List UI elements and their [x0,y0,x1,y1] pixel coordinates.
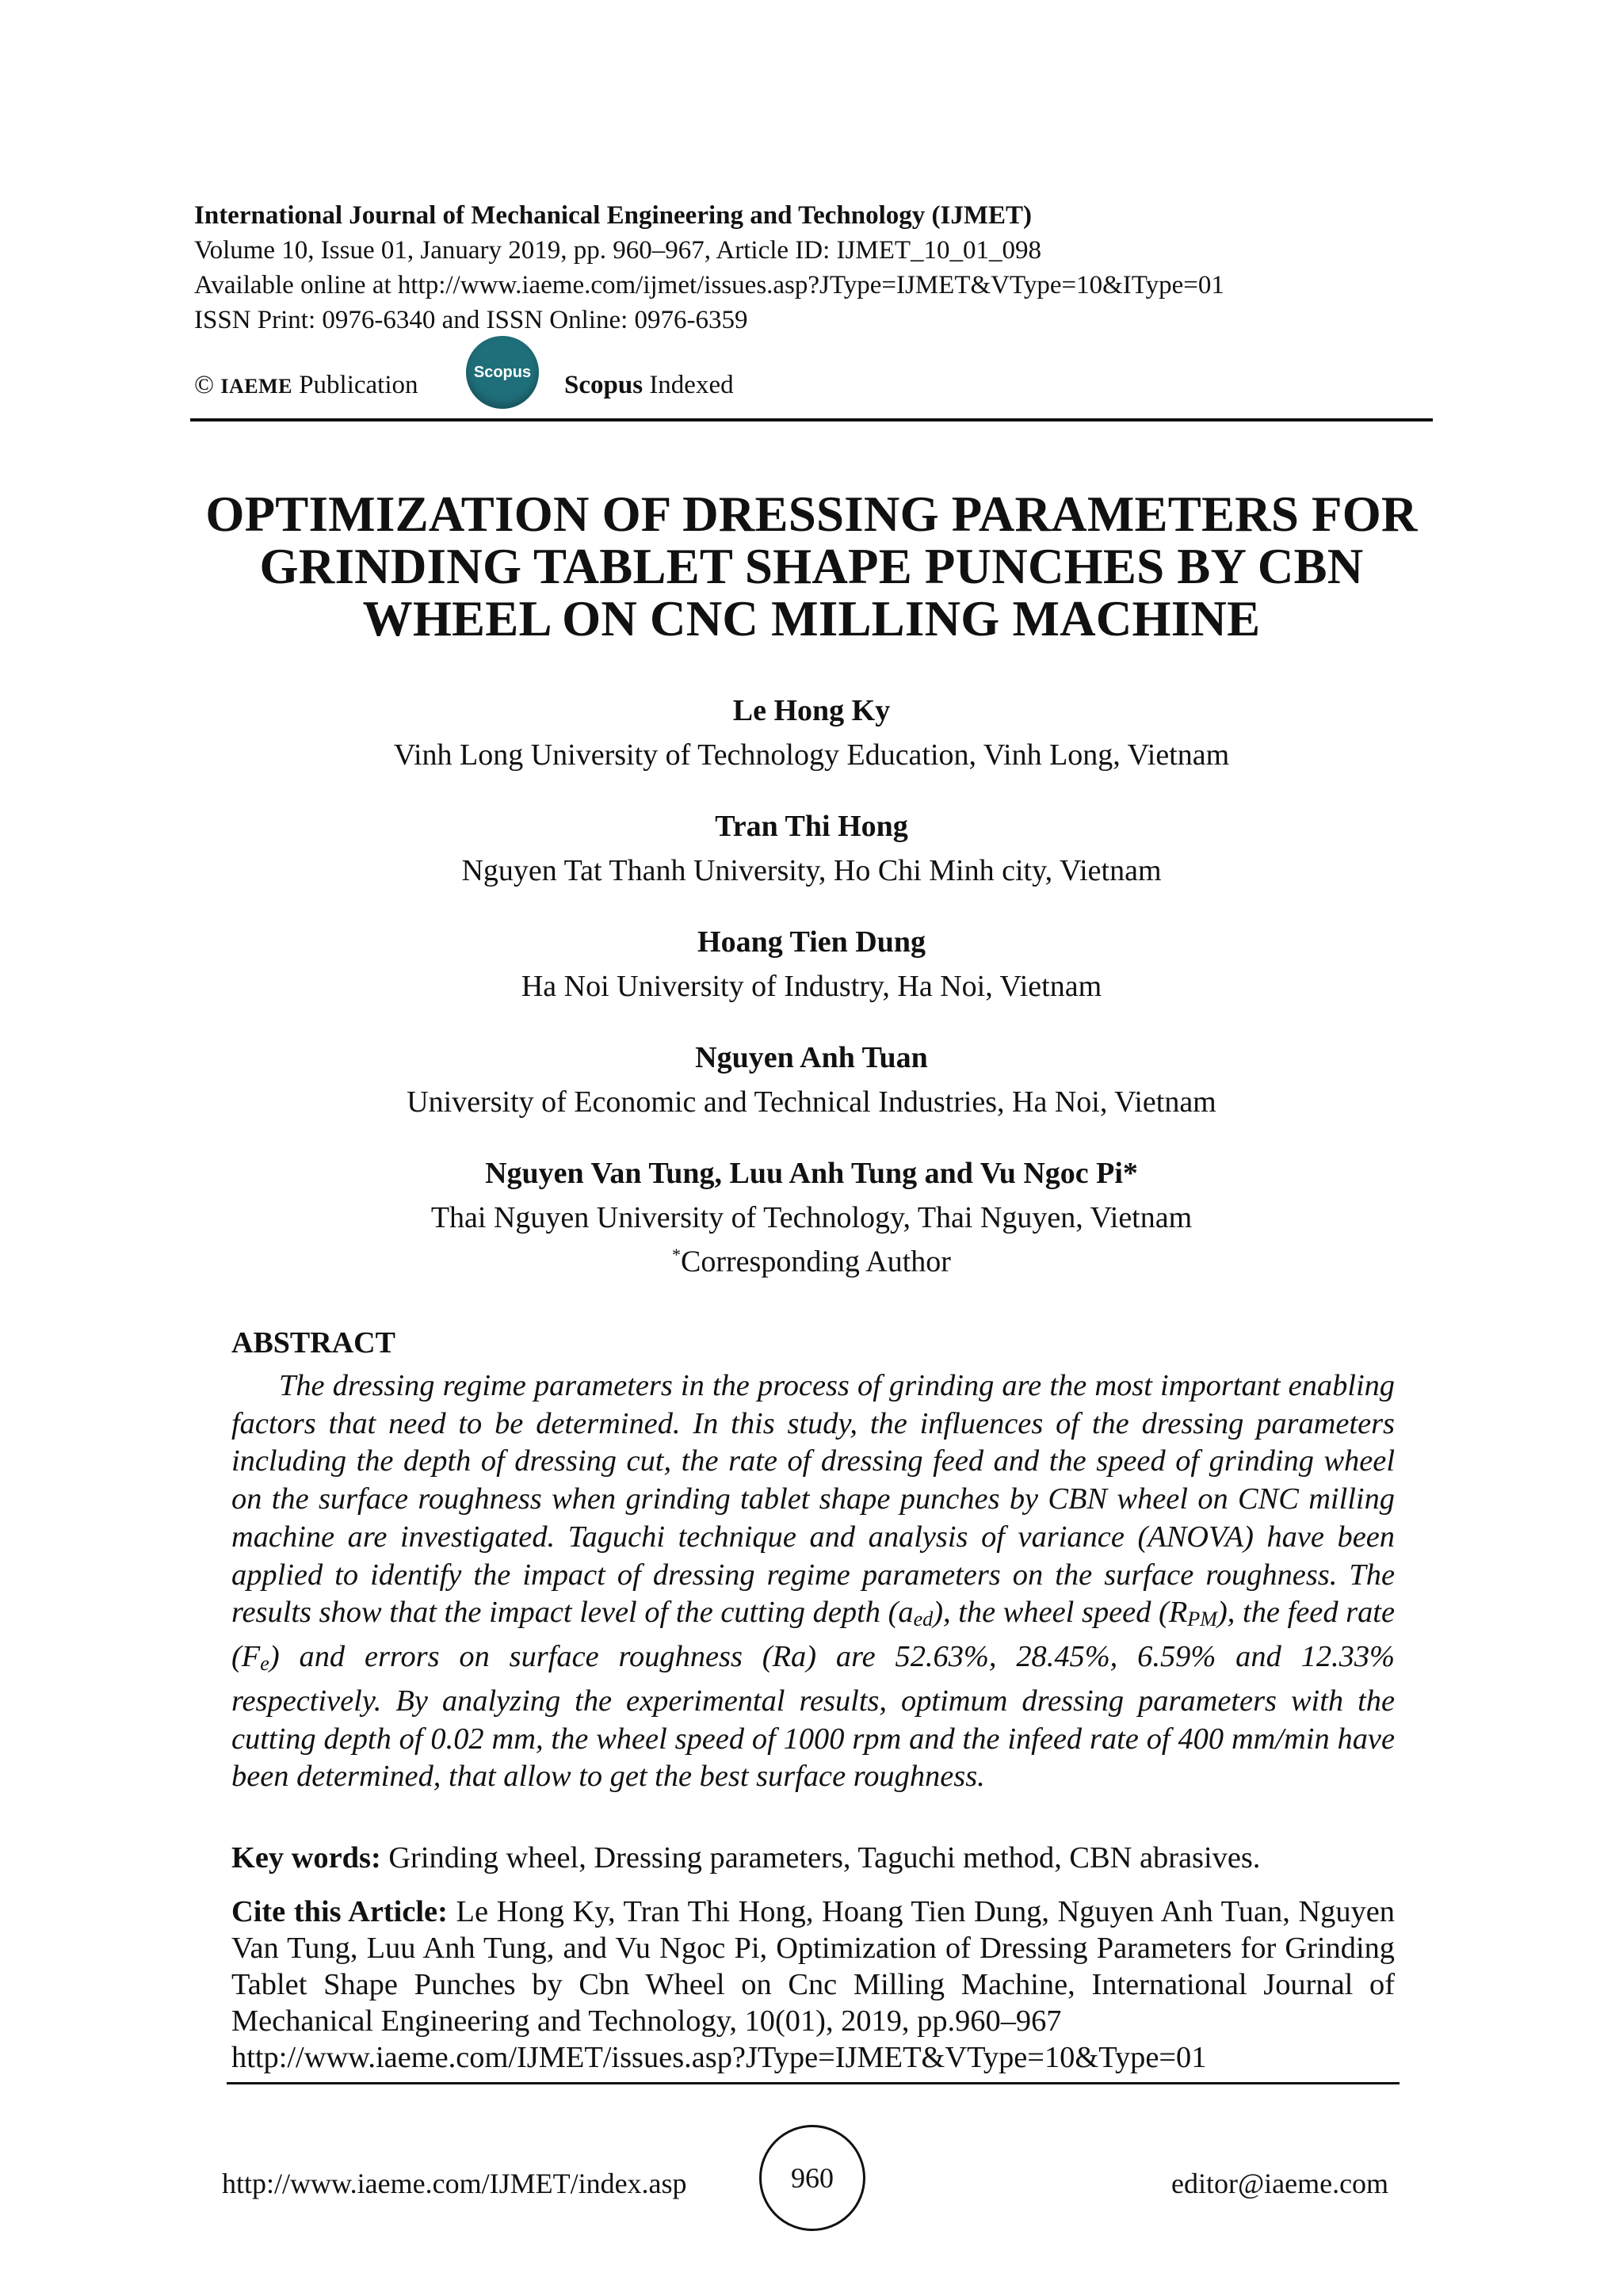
citation-text: Le Hong Ky, Tran Thi Hong, Hoang Tien Dung, Nguyen Anh Tuan, Nguyen Van Tung, Luu Anh Tung, and Vu Ngoc Pi, Optimization of Dressing Parameters for Grinding Tablet Shape Punches by Cbn Wheel on Cnc Milling Machine, International Journal of Mechanical Engineering and Technology, 10(01), 2019, pp.960–967 [231,1895,1395,2038]
author-entry [119,691,1504,775]
citation-rule [227,2082,1400,2084]
abstract-text-part: ) and errors on surface roughness (Ra) are 52.63%, 28.45%, 6.59% and 12.33% respectively. By analyzing the experimental results, optimum dressing parameters with the cutting depth of 0.02 mm, the wheel speed of 1000 rpm and the infeed rate of 400 mm/min have been determined, that allow to get the best surface roughness. [231,1640,1395,1794]
footer-journal-link[interactable]: http://www.iaeme.com/IJMET/index.asp [222,2168,687,2199]
keywords [231,1840,1395,1876]
author-affiliation: Thai Nguyen University of Technology, Thai Nguyen, Vietnam [430,1201,1193,1234]
author-name: Nguyen Anh Tuan [695,1041,928,1074]
publication-word: Publication [299,371,418,399]
keywords-text: Grinding wheel, Dressing parameters, Taguchi method, CBN abrasives. [380,1841,1261,1875]
author-affiliation: Ha Noi University of Industry, Ha Noi, Vietnam [521,970,1102,1003]
author-name: Hoang Tien Dung [697,925,926,959]
author-entry [119,807,1504,891]
author-entry [119,1038,1504,1122]
author-name: Tran Thi Hong [715,810,908,843]
copyright-icon: © [194,371,215,399]
volume-line: Volume 10, Issue 01, January 2019, pp. 960–967, Article ID: IJMET_10_01_098 [194,236,1042,265]
author-affiliation: University of Economic and Technical Industries, Ha Noi, Vietnam [407,1085,1216,1119]
corresponding-author-note [119,1238,1504,1280]
page-number: 960 [791,2162,834,2194]
abstract-text-part: ), the feed rate (F [231,1596,1395,1674]
scopus-indexed [564,368,734,402]
title-line: WHEEL ON CNC MILLING MACHINE [362,591,1261,646]
author-entry [119,1154,1504,1280]
keywords-label: Key words: [231,1841,381,1875]
citation [231,1894,1395,2076]
abstract-heading: ABSTRACT [231,1326,395,1360]
author-affiliation: Vinh Long University of Technology Education, Vinh Long, Vietnam [393,738,1230,772]
corresponding-author-text: Corresponding Author [681,1245,951,1279]
title-line: GRINDING TABLET SHAPE PUNCHES BY CBN [259,539,1364,594]
footer-email[interactable]: editor@iaeme.com [1171,2168,1389,2199]
author-entry [119,922,1504,1006]
availability-line: Available online at http://www.iaeme.com/ijmet/issues.asp?JType=IJMET&VType=10&IType=01 [194,271,1224,299]
publisher-credit [194,368,418,404]
author-name: Le Hong Ky [732,694,891,727]
citation-url[interactable]: http://www.iaeme.com/IJMET/issues.asp?JType=IJMET&VType=10&Type=01 [231,2041,1207,2074]
abstract-text-part: ), the wheel speed (R [933,1596,1188,1630]
journal-name: International Journal of Mechanical Engineering and Technology (IJMET) [194,201,1032,230]
asterisk-mark: * [672,1245,682,1264]
scopus-word: Scopus [564,371,643,399]
abstract-body [231,1367,1395,1796]
subscript-ed: ed [913,1608,934,1631]
scopus-logo [466,336,539,409]
scopus-logo-text: Scopus [473,363,532,381]
author-affiliation: Nguyen Tat Thanh University, Ho Chi Minh city, Vietnam [461,854,1162,887]
paper-title [119,488,1504,645]
title-line: OPTIMIZATION OF DRESSING PARAMETERS FOR [205,486,1418,542]
publisher-name: IAEME [220,375,292,398]
page-number-circle [759,2125,865,2231]
author-name: Nguyen Van Tung, Luu Anh Tung and Vu Ngoc Pi* [485,1157,1138,1190]
subscript-e: e [260,1652,269,1676]
issn-line: ISSN Print: 0976-6340 and ISSN Online: 0976-6359 [194,306,748,334]
header-rule [190,418,1433,421]
citation-label: Cite this Article: [231,1895,448,1928]
subscript-pm: PM [1187,1608,1217,1631]
abstract-text-part: The dressing regime parameters in the process of grinding are the most important enabling factors that need to be determined. In this study, the influences of the dressing parameters including the depth of dressing cut, the rate of dressing feed and the speed of grinding wheel on the surface roughness when grinding tablet shape punches by CBN wheel on CNC milling machine are investigated. Taguchi technique and analysis of variance (ANOVA) have been applied to identify the impact of dressing regime parameters on the surface roughness. The results show that the impact level of the cutting depth (a [231,1369,1395,1630]
indexed-word: Indexed [649,371,734,399]
